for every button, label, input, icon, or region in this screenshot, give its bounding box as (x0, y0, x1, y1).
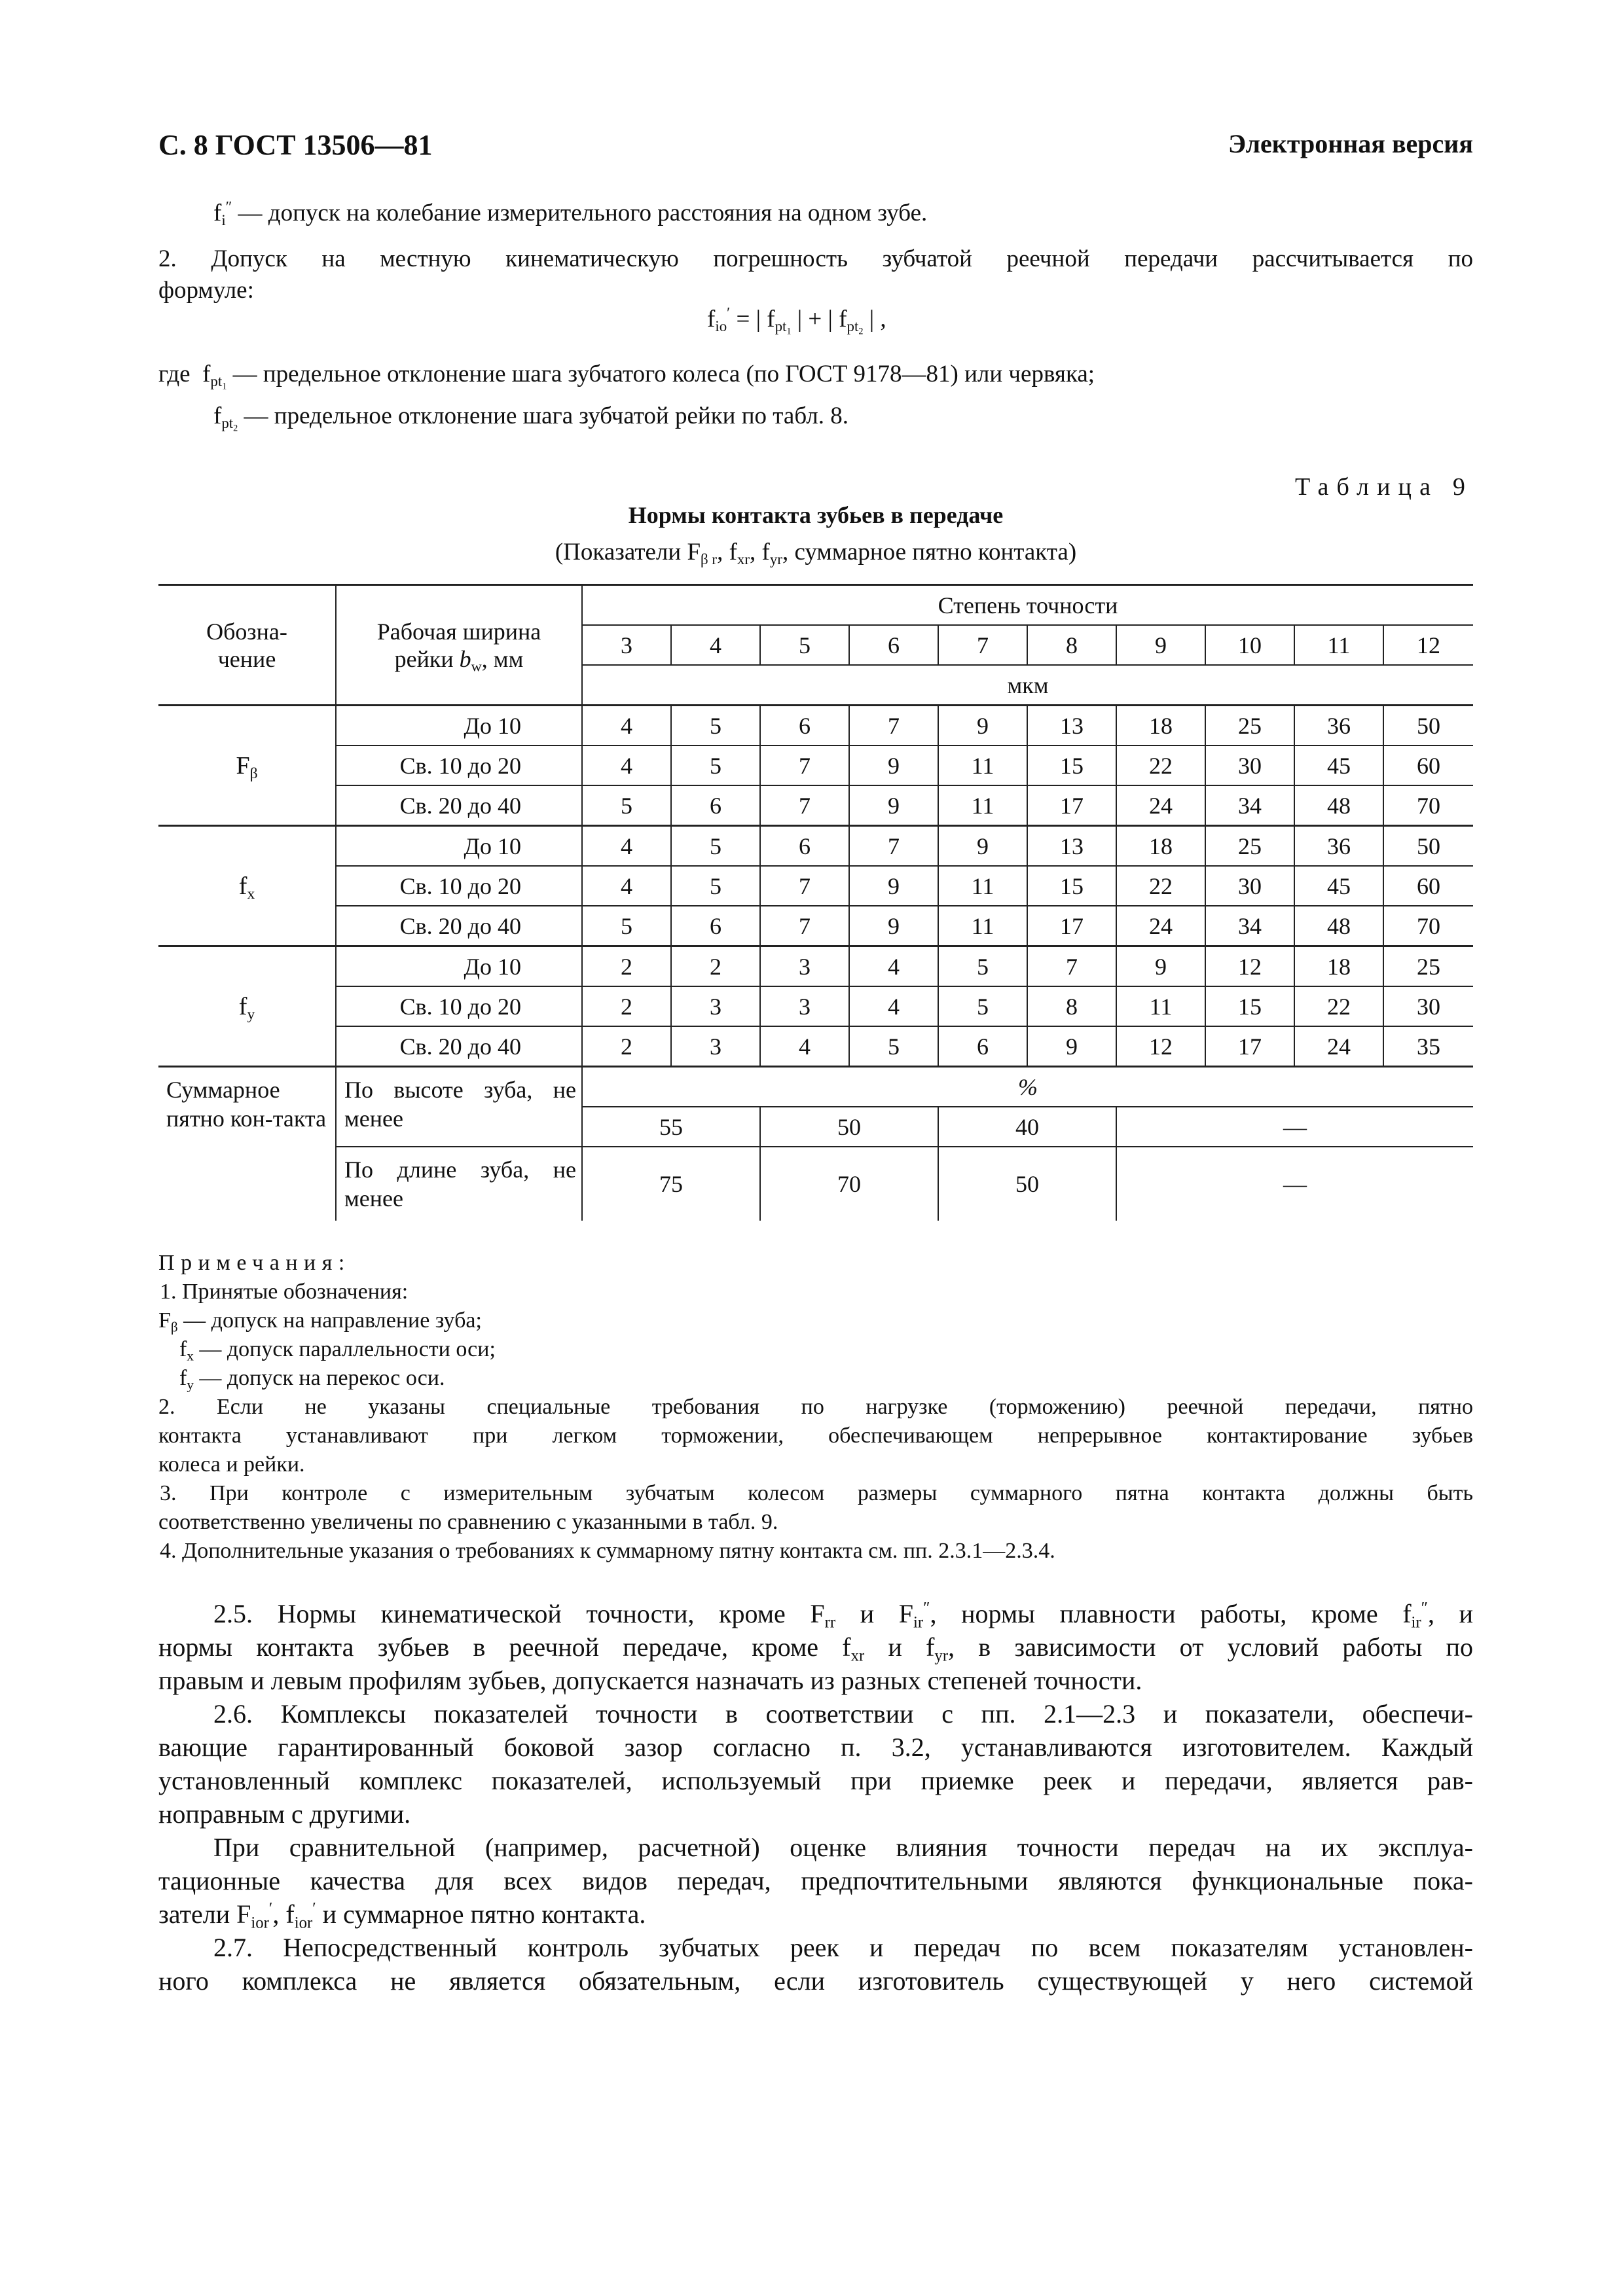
note-1c: $f_y$ — допуск на перекос оси. (179, 1366, 445, 1393)
value-cell: 9 (849, 785, 938, 826)
degree-cell: 8 (1027, 625, 1116, 665)
value-cell: — (1116, 1107, 1473, 1147)
formula: $f_{io}'$ = | $f_{pt_1}$ | + | $f_{pt_2}$ | , (707, 304, 886, 337)
header-working-width: Рабочая ширина рейки $b_w$, мм (336, 585, 582, 706)
version-label: Электронная версия (1228, 129, 1473, 158)
value-cell: 4 (760, 1026, 849, 1067)
value-cell: 3 (671, 986, 760, 1026)
value-cell: 2 (582, 986, 671, 1026)
value-cell: 8 (1027, 986, 1116, 1026)
value-cell: 25 (1383, 946, 1473, 987)
value-cell: 24 (1116, 785, 1205, 826)
value-cell: 5 (671, 866, 760, 906)
value-cell: 17 (1027, 785, 1116, 826)
value-cell: 12 (1205, 946, 1294, 987)
value-cell: 45 (1294, 866, 1383, 906)
value-cell: 4 (849, 986, 938, 1026)
value-cell: 22 (1294, 986, 1383, 1026)
value-cell: 15 (1205, 986, 1294, 1026)
value-cell: 18 (1294, 946, 1383, 987)
by-height-label: По высоте зуба, не менее (336, 1067, 582, 1147)
value-cell: 9 (938, 706, 1027, 746)
value-cell: 3 (760, 986, 849, 1026)
value-cell: 24 (1116, 906, 1205, 946)
table-row (158, 946, 1473, 987)
value-cell: 17 (1027, 906, 1116, 946)
value-cell: 18 (1116, 706, 1205, 746)
table-row (158, 706, 1473, 746)
range-cell: Св. 10 до 20 (336, 866, 582, 906)
value-cell: 4 (582, 706, 671, 746)
range-cell: До 10 (336, 946, 582, 987)
table-notes (158, 1249, 1473, 1566)
value-cell: 9 (938, 826, 1027, 867)
by-length-label: По длине зуба, не менее (336, 1147, 582, 1221)
para-2-6: 2.6. Комплексы показателей точности в соответствии с пп. 2.1—2.3 и показатели, обеспечи- вающие гарантированный боковой зазор согласно п. 3.2, устанавливаются изготовителем. Каждый установленный комплекс показателей, используемый при приемке реек и передачи, является рав- ноправным с другими. (158, 1699, 1473, 1829)
degree-cell: 10 (1205, 625, 1294, 665)
contact-norms-table (158, 584, 1473, 1221)
value-cell: 9 (849, 906, 938, 946)
value-cell: 5 (582, 785, 671, 826)
unit-percent: % (582, 1067, 1473, 1107)
value-cell: 48 (1294, 906, 1383, 946)
value-cell: 25 (1205, 826, 1294, 867)
value-cell: 4 (582, 826, 671, 867)
value-cell: 5 (671, 826, 760, 867)
value-cell: 17 (1205, 1026, 1294, 1067)
page-header (158, 128, 1473, 168)
value-cell: 9 (849, 866, 938, 906)
value-cell: 4 (849, 946, 938, 987)
value-cell: 70 (1383, 785, 1473, 826)
value-cell: 36 (1294, 706, 1383, 746)
note-1: 1. Принятые обозначения: (160, 1280, 409, 1304)
table-title: Нормы контакта зубьев в передаче (628, 502, 1004, 528)
value-cell: 7 (760, 866, 849, 906)
para-comparison: При сравнительной (например, расчетной) оценке влияния точности передач на их эксплуа- тационные качества для всех видов передач, предпочтительными являются функциональные пока- затели $F_{ior}'$, $f_{ior}'$ и суммарное пятно контакта. (158, 1833, 1473, 1932)
value-cell: 13 (1027, 706, 1116, 746)
value-cell: 2 (671, 946, 760, 987)
intro-line-fi: $f_i''$ — допуск на колебание измерительного расстояния на одном зубе. (213, 198, 928, 228)
where-line-2: $f_{pt_2}$ — предельное отклонение шага зубчатой рейки по табл. 8. (213, 403, 848, 434)
table-row (158, 785, 1473, 826)
value-cell: 15 (1027, 866, 1116, 906)
value-cell: 60 (1383, 745, 1473, 785)
value-cell: 7 (760, 906, 849, 946)
value-cell: 48 (1294, 785, 1383, 826)
symbol-f-y: $f_y$ (158, 946, 336, 1067)
value-cell: 22 (1116, 866, 1205, 906)
value-cell: 7 (760, 745, 849, 785)
value-cell: 25 (1205, 706, 1294, 746)
table-row (158, 1067, 1473, 1107)
value-cell: 7 (849, 706, 938, 746)
header-designation: Обозна- чение (158, 585, 336, 706)
value-cell: — (1116, 1147, 1473, 1221)
note-2-line3: колеса и рейки. (158, 1452, 305, 1477)
value-cell: 5 (849, 1026, 938, 1067)
value-cell: 12 (1116, 1026, 1205, 1067)
value-cell: 60 (1383, 866, 1473, 906)
range-cell: Св. 10 до 20 (336, 745, 582, 785)
degree-cell: 12 (1383, 625, 1473, 665)
symbol-f-x: $f_x$ (158, 826, 336, 946)
table-row (158, 1026, 1473, 1067)
degree-cell: 5 (760, 625, 849, 665)
degree-cell: 9 (1116, 625, 1205, 665)
range-cell: До 10 (336, 706, 582, 746)
note-1a: $F_\beta$ — допуск на направление зуба; (158, 1308, 482, 1335)
range-cell: Св. 10 до 20 (336, 986, 582, 1026)
value-cell: 75 (582, 1147, 760, 1221)
value-cell: 70 (1383, 906, 1473, 946)
page-number-standard: С. 8 ГОСТ 13506—81 (158, 129, 433, 161)
value-cell: 5 (938, 986, 1027, 1026)
value-cell: 13 (1027, 826, 1116, 867)
table-number: Таблица 9 (1295, 473, 1473, 501)
value-cell: 6 (671, 785, 760, 826)
value-cell: 5 (671, 745, 760, 785)
note-3-line1: 3. При контроле с измерительным зубчатым колесом размеры суммарного пятна контакта должны быть (160, 1481, 1473, 1505)
degree-cell: 4 (671, 625, 760, 665)
table-row (158, 986, 1473, 1026)
degree-cell: 11 (1294, 625, 1383, 665)
value-cell: 6 (938, 1026, 1027, 1067)
para-2-7: 2.7. Непосредственный контроль зубчатых реек и передач по всем показателям установлен- ного комплекса не является обязательным, если изготовитель существующей у него системой (158, 1933, 1473, 1996)
value-cell: 11 (938, 745, 1027, 785)
value-cell: 9 (849, 745, 938, 785)
value-cell: 36 (1294, 826, 1383, 867)
intro-para2-line1: 2. Допуск на местную кинематическую погрешность зубчатой реечной передачи рассчитывается по (158, 245, 1473, 272)
value-cell: 35 (1383, 1026, 1473, 1067)
table-row (158, 866, 1473, 906)
value-cell: 4 (582, 745, 671, 785)
spot-label: Суммарное пятно кон-такта (158, 1067, 336, 1221)
value-cell: 30 (1205, 745, 1294, 785)
where-line-1: где $f_{pt_1}$ — предельное отклонение шага зубчатого колеса (по ГОСТ 9178—81) или червяка; (158, 361, 1095, 392)
value-cell: 11 (938, 866, 1027, 906)
value-cell: 11 (1116, 986, 1205, 1026)
value-cell: 6 (671, 906, 760, 946)
range-cell: Св. 20 до 40 (336, 785, 582, 826)
value-cell: 34 (1205, 785, 1294, 826)
value-cell: 34 (1205, 906, 1294, 946)
value-cell: 11 (938, 906, 1027, 946)
value-cell: 5 (582, 906, 671, 946)
value-cell: 9 (1116, 946, 1205, 987)
table-row (158, 826, 1473, 867)
value-cell: 4 (582, 866, 671, 906)
value-cell: 22 (1116, 745, 1205, 785)
note-1b: $f_x$ — допуск параллельности оси; (179, 1337, 496, 1364)
value-cell: 50 (1383, 706, 1473, 746)
value-cell: 18 (1116, 826, 1205, 867)
degree-cell: 7 (938, 625, 1027, 665)
value-cell: 7 (760, 785, 849, 826)
value-cell: 5 (671, 706, 760, 746)
value-cell: 2 (582, 946, 671, 987)
value-cell: 3 (760, 946, 849, 987)
range-cell: Св. 20 до 40 (336, 1026, 582, 1067)
value-cell: 3 (671, 1026, 760, 1067)
para-2-5: 2.5. Нормы кинематической точности, кроме $F_{rr}$ и $F_{ir}''$, нормы плавности работы, кроме $f_{ir}''$, и нормы контакта зубьев в реечной передаче, кроме $f_{xr}$ и $f_{yr}$, в зависимости от условий работы по правым и левым профилям зубьев, допускается назначать из разных степеней точности. (158, 1599, 1474, 1695)
note-3-line2: соответственно увеличены по сравнению с указанными в табл. 9. (158, 1510, 778, 1534)
note-2-line2: контакта устанавливают при легком торможении, обеспечивающем непрерывное контактирование зубьев (158, 1424, 1473, 1448)
value-cell: 6 (760, 826, 849, 867)
body-text (158, 1597, 1473, 1998)
value-cell: 11 (938, 785, 1027, 826)
table-subtitle: (Показатели $F_{\beta r}$, $f_{xr}$, $f_{yr}$, суммарное пятно контакта) (555, 539, 1077, 567)
degree-cell: 3 (582, 625, 671, 665)
value-cell: 30 (1383, 986, 1473, 1026)
value-cell: 50 (1383, 826, 1473, 867)
value-cell: 15 (1027, 745, 1116, 785)
value-cell: 55 (582, 1107, 760, 1147)
value-cell: 30 (1205, 866, 1294, 906)
value-cell: 24 (1294, 1026, 1383, 1067)
value-cell: 50 (938, 1147, 1116, 1221)
note-4: 4. Дополнительные указания о требованиях к суммарному пятну контакта см. пп. 2.3.1—2.3.4. (160, 1539, 1055, 1563)
value-cell: 45 (1294, 745, 1383, 785)
table-row (158, 906, 1473, 946)
value-cell: 2 (582, 1026, 671, 1067)
symbol-f-beta: $F_\beta$ (158, 706, 336, 826)
value-cell: 50 (760, 1107, 938, 1147)
unit-um: мкм (582, 665, 1473, 706)
degree-cell: 6 (849, 625, 938, 665)
range-cell: До 10 (336, 826, 582, 867)
value-cell: 9 (1027, 1026, 1116, 1067)
intro-para2-line2: формуле: (158, 277, 254, 304)
header-degree: Степень точности (582, 585, 1473, 626)
value-cell: 6 (760, 706, 849, 746)
value-cell: 70 (760, 1147, 938, 1221)
table-row (158, 745, 1473, 785)
range-cell: Св. 20 до 40 (336, 906, 582, 946)
value-cell: 7 (849, 826, 938, 867)
notes-title: Примечания: (158, 1251, 351, 1275)
note-2-line1: 2. Если не указаны специальные требования по нагрузке (торможению) реечной передачи, пятно (158, 1395, 1473, 1419)
value-cell: 40 (938, 1107, 1116, 1147)
value-cell: 5 (938, 946, 1027, 987)
value-cell: 7 (1027, 946, 1116, 987)
